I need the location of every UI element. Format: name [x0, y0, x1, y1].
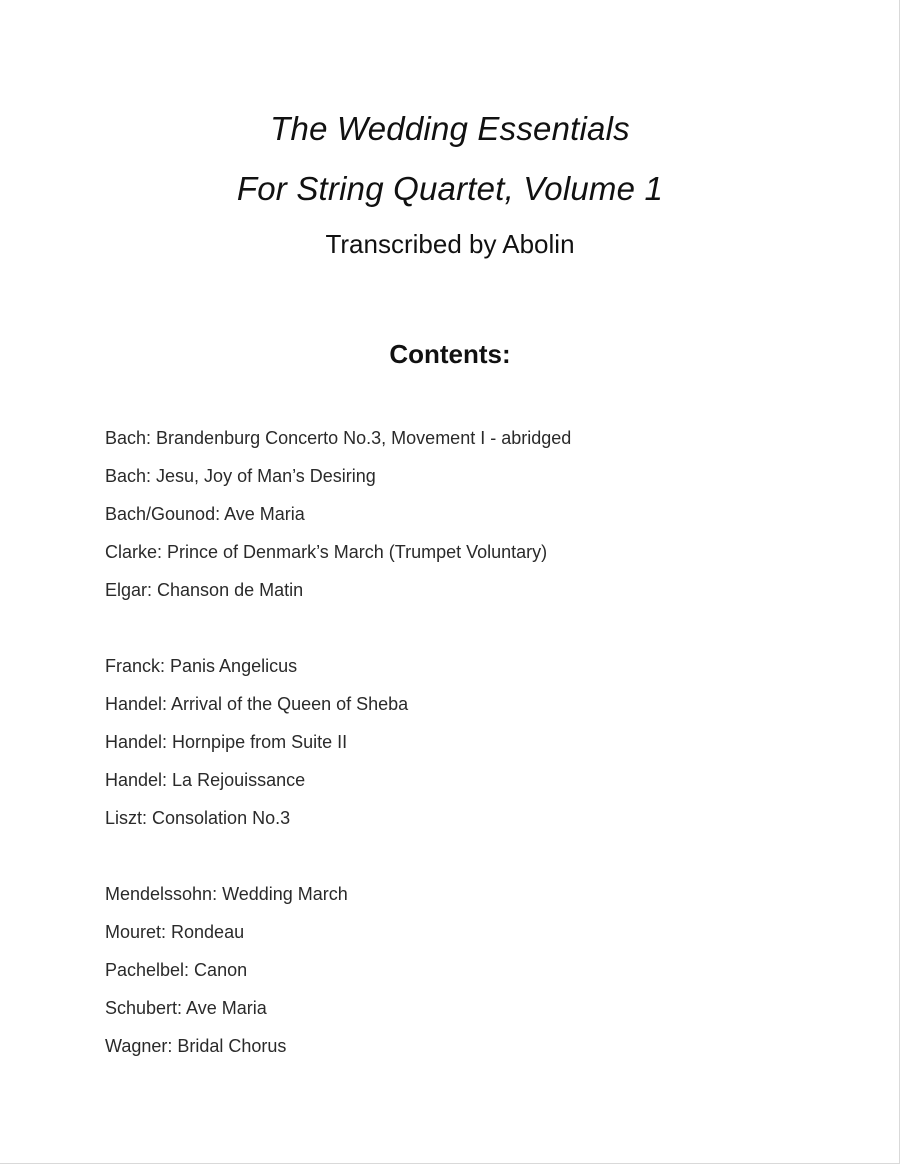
toc-item: Schubert: Ave Maria [105, 998, 267, 1018]
contents-heading: Contents: [389, 339, 511, 369]
toc-item: Wagner: Bridal Chorus [105, 1036, 287, 1056]
toc-item: Bach/Gounod: Ave Maria [105, 504, 305, 524]
toc-item: Elgar: Chanson de Matin [105, 580, 304, 600]
toc-group-1 [105, 426, 805, 616]
toc-item: Mouret: Rondeau [105, 922, 245, 942]
toc-item: Liszt: Consolation No.3 [105, 808, 291, 828]
title-line-2: For String Quartet, Volume 1 [236, 170, 664, 207]
title-line-1: The Wedding Essentials [270, 110, 630, 147]
toc-item: Clarke: Prince of Denmark’s March (Trumpet Voluntary) [105, 542, 548, 562]
toc-item: Bach: Brandenburg Concerto No.3, Movement I - abridged [105, 428, 572, 448]
table-of-contents [105, 426, 805, 1110]
toc-item: Handel: Arrival of the Queen of Sheba [105, 694, 409, 714]
subtitle: Transcribed by Abolin [325, 229, 575, 259]
toc-group-2 [105, 654, 805, 844]
toc-item: Handel: La Rejouissance [105, 770, 306, 790]
toc-item: Handel: Hornpipe from Suite II [105, 732, 348, 752]
toc-item: Franck: Panis Angelicus [105, 656, 298, 676]
toc-group-3 [105, 882, 805, 1072]
toc-item: Bach: Jesu, Joy of Man’s Desiring [105, 466, 376, 486]
toc-item: Pachelbel: Canon [105, 960, 248, 980]
toc-item: Mendelssohn: Wedding March [105, 884, 348, 904]
